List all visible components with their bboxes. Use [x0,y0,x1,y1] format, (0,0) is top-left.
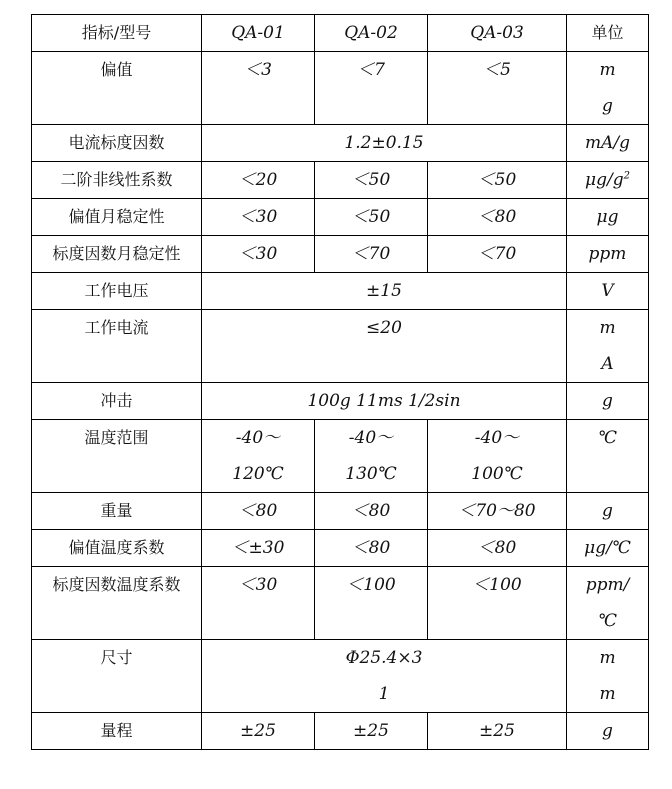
cell-value: 1.2±0.15 [202,125,567,162]
cell-unit: g [567,383,649,420]
cell-value: ＜7 [315,52,428,125]
row-label: 二阶非线性系数 [32,162,202,199]
header-model-1: QA-01 [202,15,315,52]
cell-unit: m g [567,52,649,125]
table-row [32,383,649,420]
cell-unit: V [567,273,649,310]
cell-value: ±25 [315,713,428,750]
table-row [32,199,649,236]
row-label: 电流标度因数 [32,125,202,162]
table-row [32,52,649,125]
cell-value: ＜70 [428,236,567,273]
unit-superscript: 2 [623,170,630,182]
cell-unit: ℃ [567,420,649,493]
cell-value: Φ25.4×3 1 [202,640,567,713]
cell-value: ＜50 [315,199,428,236]
header-model-3: QA-03 [428,15,567,52]
cell-value: ＜50 [428,162,567,199]
cell-value: ＜50 [315,162,428,199]
table-row [32,420,649,493]
cell-value: ＜80 [428,199,567,236]
cell-value: -40～ 130℃ [315,420,428,493]
table-row [32,640,649,713]
row-label: 冲击 [32,383,202,420]
cell-value: -40～ 100℃ [428,420,567,493]
cell-unit: g [567,493,649,530]
cell-value: ±15 [202,273,567,310]
cell-unit: m A [567,310,649,383]
cell-unit: μg [567,199,649,236]
row-label: 尺寸 [32,640,202,713]
unit-text: μg/g [585,170,624,190]
header-unit: 单位 [567,15,649,52]
row-label: 偏值 [32,52,202,125]
header-model-2: QA-02 [315,15,428,52]
cell-value: ＜80 [315,530,428,567]
row-label: 量程 [32,713,202,750]
cell-unit: μg/℃ [567,530,649,567]
row-label: 工作电流 [32,310,202,383]
row-label: 标度因数月稳定性 [32,236,202,273]
table-row [32,493,649,530]
cell-unit [567,162,649,199]
spec-table [31,14,649,750]
cell-value: ±25 [428,713,567,750]
cell-value: ＜30 [202,199,315,236]
row-label: 标度因数温度系数 [32,567,202,640]
table-row [32,125,649,162]
table-row [32,273,649,310]
row-label: 重量 [32,493,202,530]
row-label: 温度范围 [32,420,202,493]
header-metric: 指标/型号 [32,15,202,52]
cell-value: ＜30 [202,236,315,273]
cell-value: ＜80 [428,530,567,567]
cell-value: ＜100 [315,567,428,640]
cell-value: ＜80 [202,493,315,530]
table-row [32,567,649,640]
cell-unit: g [567,713,649,750]
cell-unit: ppm/ ℃ [567,567,649,640]
cell-value: ＜70 [315,236,428,273]
cell-value: -40～ 120℃ [202,420,315,493]
cell-value: ±25 [202,713,315,750]
cell-unit: mA/g [567,125,649,162]
table-row [32,530,649,567]
cell-value: ＜70～80 [428,493,567,530]
cell-unit: m m [567,640,649,713]
row-label: 工作电压 [32,273,202,310]
cell-value: ＜20 [202,162,315,199]
table-row [32,310,649,383]
cell-value: ＜3 [202,52,315,125]
cell-value: ≤20 [202,310,567,383]
header-row [32,15,649,52]
cell-unit: ppm [567,236,649,273]
table-row [32,236,649,273]
cell-value: ＜80 [315,493,428,530]
row-label: 偏值温度系数 [32,530,202,567]
cell-value: 100g 11ms 1/2sin [202,383,567,420]
cell-value: ＜5 [428,52,567,125]
cell-value: ＜30 [202,567,315,640]
table-row [32,162,649,199]
table-row [32,713,649,750]
cell-value: ＜±30 [202,530,315,567]
cell-value: ＜100 [428,567,567,640]
row-label: 偏值月稳定性 [32,199,202,236]
